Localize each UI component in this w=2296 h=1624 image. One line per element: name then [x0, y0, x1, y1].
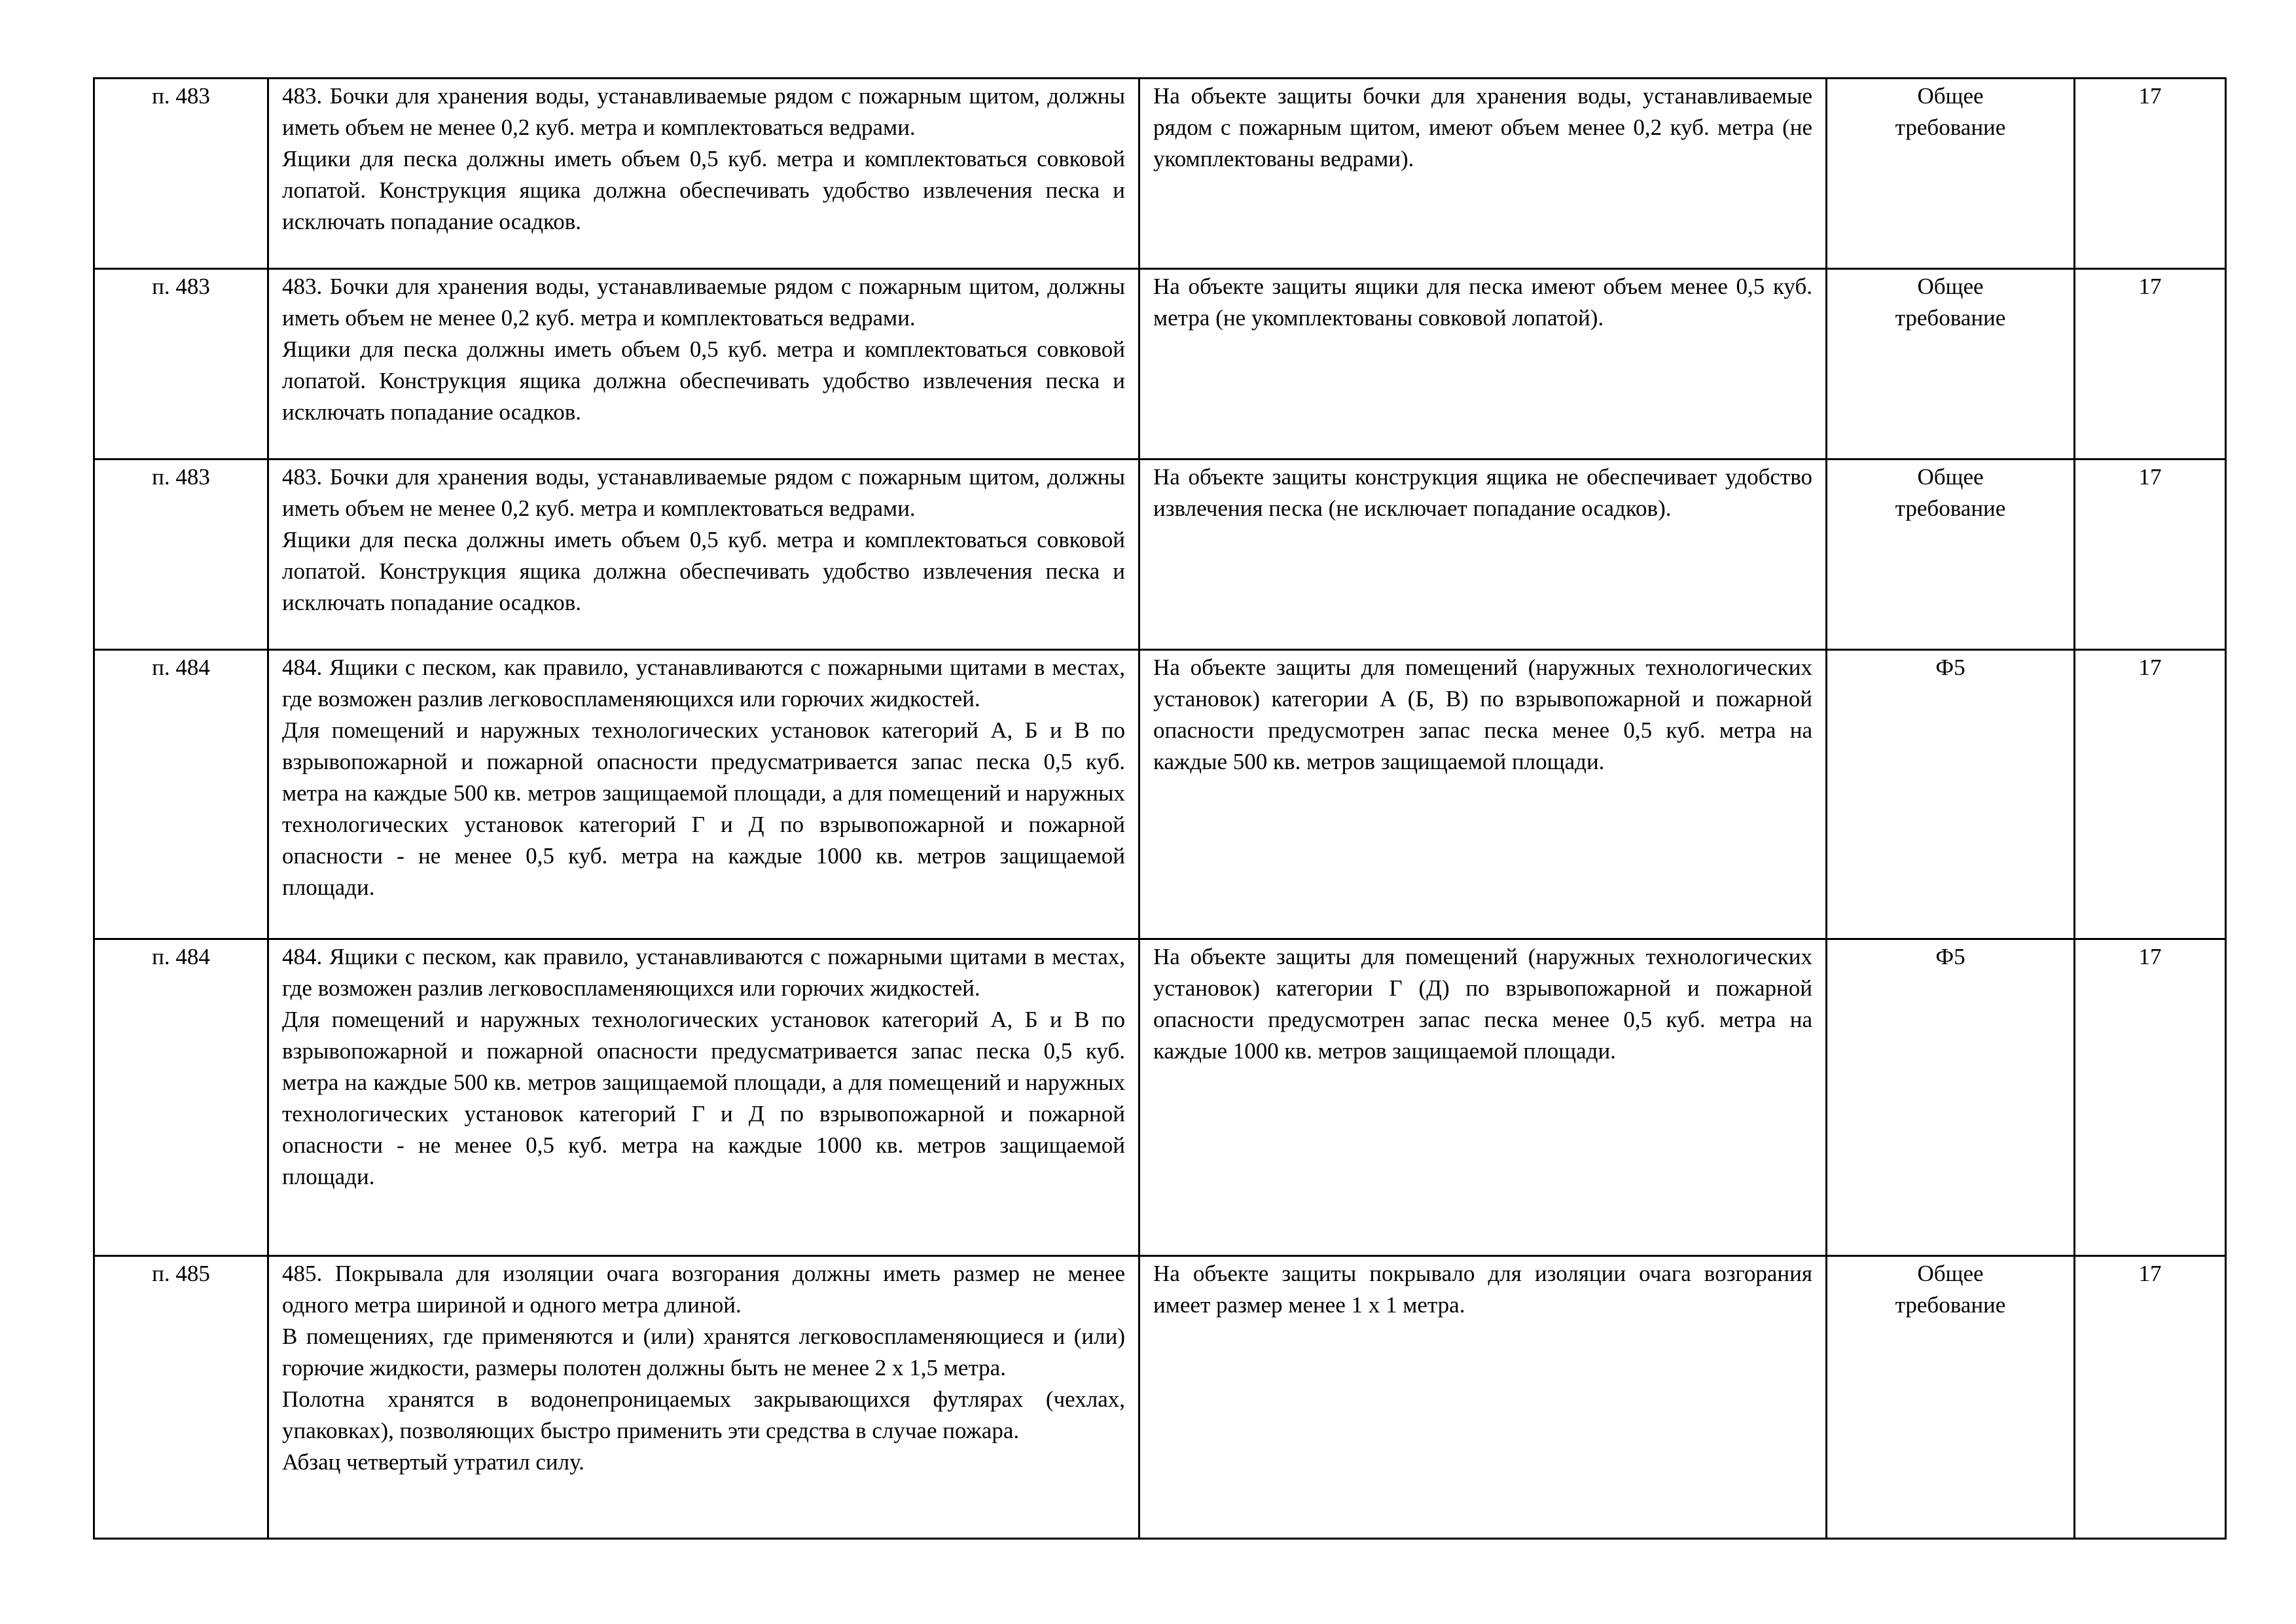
category-line: Общее: [1917, 464, 1984, 490]
point-number: п. 483: [152, 464, 210, 490]
category-cell: [1827, 269, 2075, 460]
table-row: [94, 1256, 2226, 1539]
category-line: Общее: [1917, 83, 1984, 109]
category-cell: [1827, 79, 2075, 269]
point-number: п. 483: [152, 274, 210, 299]
code-value: 17: [2138, 274, 2162, 299]
category-cell: [1827, 939, 2075, 1256]
point-number: п. 483: [152, 83, 210, 109]
requirements-table: [93, 77, 2227, 1540]
violation-text: На объекте защиты для помещений (наружных технологических установок) категории Г (Д) по взрывопожарной и пожарной опасности предусмотрен запас песка менее 0,5 куб. метра на каждые 1000 кв. метров защищаемой площади.: [1153, 944, 1812, 1064]
violation-text: На объекте защиты покрывало для изоляции очага возгорания имеет размер менее 1 x 1 метра.: [1153, 1261, 1812, 1318]
category-line: Ф5: [1935, 944, 1965, 969]
violation-cell: [1139, 650, 1827, 939]
requirement-paragraph: Ящики для песка должны иметь объем 0,5 куб. метра и комплектоваться совковой лопатой. Конструкция ящика должна обеспечивать удобство извлечения песка и исключать попадание осадков.: [282, 527, 1125, 615]
violation-cell: [1139, 460, 1827, 650]
violation-cell: [1139, 939, 1827, 1256]
category-line: Общее: [1917, 274, 1984, 299]
violation-text: На объекте защиты для помещений (наружных технологических установок) категории А (Б, В) по взрывопожарной и пожарной опасности предусмотрен запас песка менее 0,5 куб. метра на каждые 500 кв. метров защищаемой площади.: [1153, 655, 1812, 774]
requirement-paragraph: Для помещений и наружных технологических установок категорий А, Б и В по взрывопожарной и пожарной опасности предусматривается запас песка 0,5 куб. метра на каждые 500 кв. метров защищаемой площади, а для помещений и наружных технологических установок категорий Г и Д по взрывопожарной и пожарной опасности - не менее 0,5 куб. метра на каждые 1000 кв. метров защищаемой площади.: [282, 717, 1125, 900]
category-line: требование: [1895, 115, 2006, 140]
category-line: Ф5: [1935, 655, 1965, 680]
violation-cell: [1139, 79, 1827, 269]
requirement-paragraph: Для помещений и наружных технологических установок категорий А, Б и В по взрывопожарной и пожарной опасности предусматривается запас песка 0,5 куб. метра на каждые 500 кв. метров защищаемой площади, а для помещений и наружных технологических установок категорий Г и Д по взрывопожарной и пожарной опасности - не менее 0,5 куб. метра на каждые 1000 кв. метров защищаемой площади.: [282, 1007, 1125, 1189]
requirement-text-cell: [268, 1256, 1139, 1539]
point-number: п. 484: [152, 944, 210, 969]
table-row: [94, 939, 2226, 1256]
point-cell: [94, 269, 268, 460]
violation-text: На объекте защиты ящики для песка имеют объем менее 0,5 куб. метра (не укомплектованы совковой лопатой).: [1153, 274, 1812, 331]
violation-cell: [1139, 1256, 1827, 1539]
code-value: 17: [2138, 944, 2162, 969]
requirement-paragraph: Абзац четвертый утратил силу.: [282, 1449, 584, 1475]
code-value: 17: [2138, 83, 2162, 109]
requirement-paragraph: Полотна хранятся в водонепроницаемых закрывающихся футлярах (чехлах, упаковках), позволяющих быстро применить эти средства в случае пожара.: [282, 1386, 1125, 1443]
requirement-text-cell: [268, 460, 1139, 650]
point-number: п. 484: [152, 655, 210, 680]
requirement-paragraph: Ящики для песка должны иметь объем 0,5 куб. метра и комплектоваться совковой лопатой. Конструкция ящика должна обеспечивать удобство извлечения песка и исключать попадание осадков.: [282, 146, 1125, 234]
violation-cell: [1139, 269, 1827, 460]
requirement-text-cell: [268, 650, 1139, 939]
requirement-paragraph: 483. Бочки для хранения воды, устанавливаемые рядом с пожарным щитом, должны иметь объем не менее 0,2 куб. метра и комплектоваться ведрами.: [282, 274, 1125, 331]
violation-text: На объекте защиты бочки для хранения воды, устанавливаемые рядом с пожарным щитом, имеют объем менее 0,2 куб. метра (не укомплектованы ведрами).: [1153, 83, 1812, 171]
requirement-paragraph: 483. Бочки для хранения воды, устанавливаемые рядом с пожарным щитом, должны иметь объем не менее 0,2 куб. метра и комплектоваться ведрами.: [282, 83, 1125, 140]
category-cell: [1827, 650, 2075, 939]
requirement-paragraph: В помещениях, где применяются и (или) хранятся легковоспламеняющиеся и (или) горючие жидкости, размеры полотен должны быть не менее 2 x 1,5 метра.: [282, 1324, 1125, 1380]
category-line: требование: [1895, 305, 2006, 331]
table-row: [94, 79, 2226, 269]
table-row: [94, 650, 2226, 939]
requirement-text-cell: [268, 79, 1139, 269]
point-cell: [94, 650, 268, 939]
code-value: 17: [2138, 464, 2162, 490]
requirement-text-cell: [268, 269, 1139, 460]
point-number: п. 485: [152, 1261, 210, 1286]
requirement-paragraph: Ящики для песка должны иметь объем 0,5 куб. метра и комплектоваться совковой лопатой. Конструкция ящика должна обеспечивать удобство извлечения песка и исключать попадание осадков.: [282, 336, 1125, 425]
requirement-paragraph: 485. Покрывала для изоляции очага возгорания должны иметь размер не менее одного метра шириной и одного метра длиной.: [282, 1261, 1125, 1318]
requirement-text-cell: [268, 939, 1139, 1256]
code-cell: [2075, 939, 2226, 1256]
code-value: 17: [2138, 655, 2162, 680]
requirement-paragraph: 484. Ящики с песком, как правило, устанавливаются с пожарными щитами в местах, где возможен разлив легковоспламеняющихся или горючих жидкостей.: [282, 655, 1125, 712]
table-row: [94, 460, 2226, 650]
category-cell: [1827, 1256, 2075, 1539]
point-cell: [94, 1256, 268, 1539]
code-cell: [2075, 650, 2226, 939]
point-cell: [94, 460, 268, 650]
violation-text: На объекте защиты конструкция ящика не обеспечивает удобство извлечения песка (не исключает попадание осадков).: [1153, 464, 1812, 521]
requirement-paragraph: 484. Ящики с песком, как правило, устанавливаются с пожарными щитами в местах, где возможен разлив легковоспламеняющихся или горючих жидкостей.: [282, 944, 1125, 1001]
code-cell: [2075, 460, 2226, 650]
category-line: требование: [1895, 1292, 2006, 1318]
code-cell: [2075, 79, 2226, 269]
category-line: требование: [1895, 496, 2006, 521]
table-row: [94, 269, 2226, 460]
category-cell: [1827, 460, 2075, 650]
code-value: 17: [2138, 1261, 2162, 1286]
point-cell: [94, 79, 268, 269]
requirement-paragraph: 483. Бочки для хранения воды, устанавливаемые рядом с пожарным щитом, должны иметь объем не менее 0,2 куб. метра и комплектоваться ведрами.: [282, 464, 1125, 521]
code-cell: [2075, 269, 2226, 460]
code-cell: [2075, 1256, 2226, 1539]
document-page: [93, 77, 2225, 1540]
point-cell: [94, 939, 268, 1256]
category-line: Общее: [1917, 1261, 1984, 1286]
